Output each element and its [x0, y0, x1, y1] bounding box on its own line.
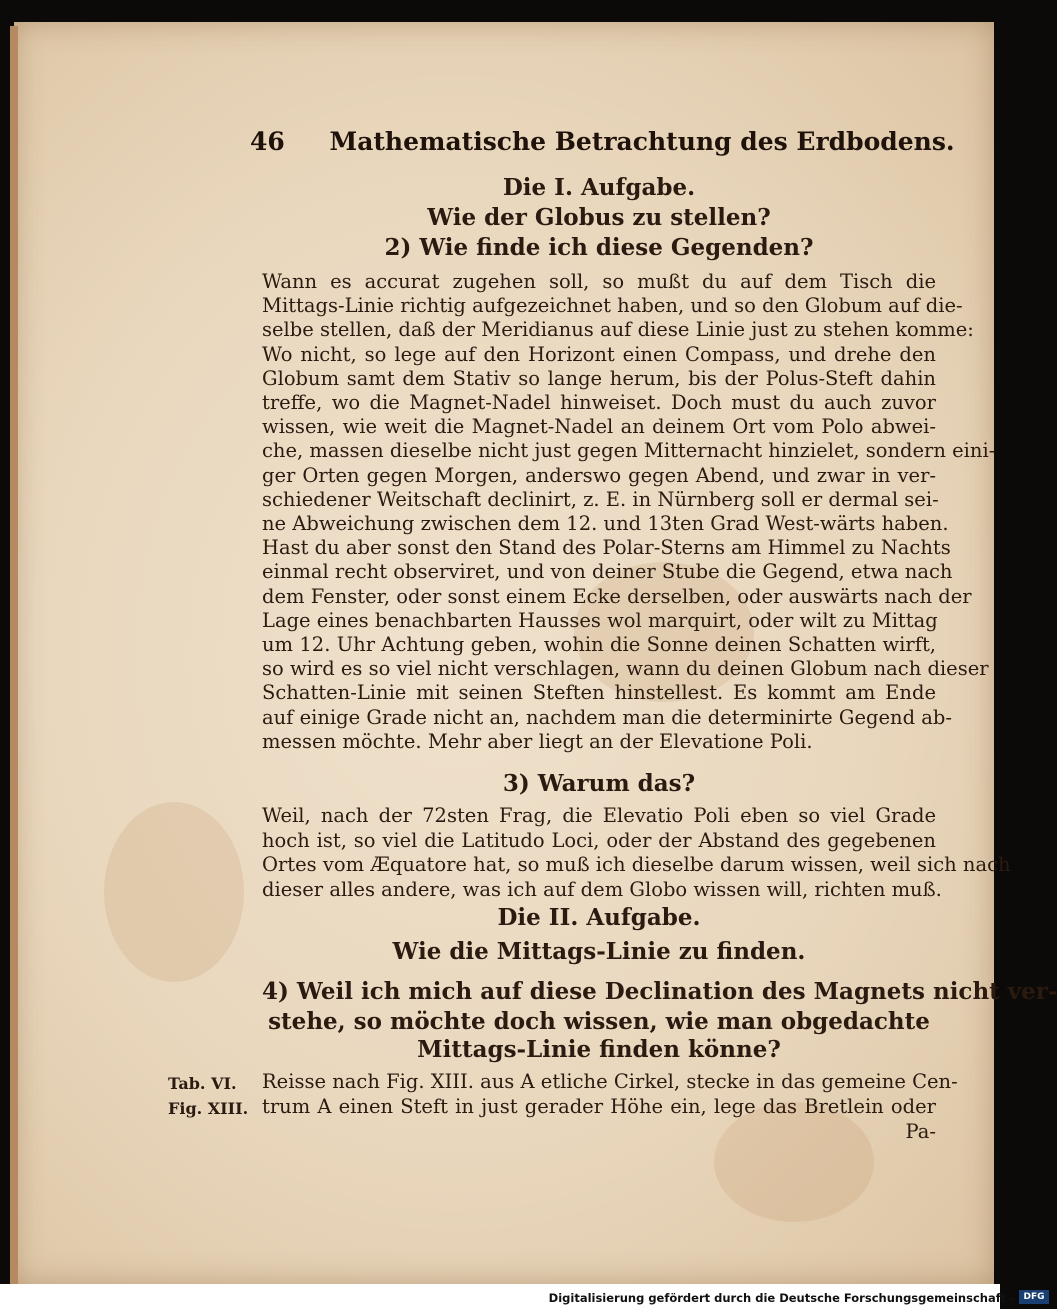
- text-line: Lage eines benachbarten Hausses wol marquirt, oder wilt zu Mittag: [262, 608, 938, 632]
- text-line: auf einige Grade nicht an, nachdem man die determinirte Gegend ab-: [262, 705, 952, 729]
- running-title: Mathematische Betrachtung des Erdbodens.: [329, 127, 955, 156]
- text-line: Weil, nach der 72sten Frag, die Elevatio Poli eben so viel Grade: [262, 804, 936, 827]
- section-heading: Die I. Aufgabe.: [502, 174, 696, 201]
- text-line: Mittags-Linie richtig aufgezeichnet haben, und so den Globum auf die-: [262, 294, 963, 318]
- text-line: selbe stellen, daß der Meridianus auf diese Linie just zu stehen komme:: [262, 318, 974, 342]
- text-line: hoch ist, so viel die Latitudo Loci, oder der Abstand des gegebenen: [262, 828, 936, 852]
- text-line: Schatten-Linie mit seinen Steften hinstellest. Es kommt am Ende: [262, 681, 936, 705]
- text-line: Ortes vom Æquatore hat, so muß ich dieselbe darum wissen, weil sich nach: [262, 853, 1011, 876]
- text-line: treffe, wo die Magnet-Nadel hinweiset. Doch must du auch zuvor: [262, 391, 936, 414]
- footer-credit: Digitalisierung gefördert durch die Deutsche Forschungsgemeinschaft -: [548, 1291, 1015, 1305]
- text-line: Hast du aber sonst den Stand des Polar-Sterns am Himmel zu Nachts: [262, 536, 951, 560]
- page-number: 46: [250, 127, 285, 156]
- margin-note: Tab. VI.: [168, 1074, 237, 1093]
- paper-stain: [104, 802, 244, 982]
- question-line: stehe, so möchte doch wissen, wie man obgedachte: [268, 1008, 930, 1035]
- question-line: Mittags-Linie finden könne?: [417, 1036, 781, 1063]
- margin-note: Fig. XIII.: [168, 1099, 249, 1118]
- running-head: [250, 127, 955, 156]
- text-line: wissen, wie weit die Magnet-Nadel an deinem Ort vom Polo abwei-: [262, 415, 936, 439]
- text-line: Reisse nach Fig. XIII. aus A etliche Cirkel, stecke in das gemeine Cen-: [262, 1070, 958, 1093]
- text-line: einmal recht observiret, und von deiner Stube die Gegend, etwa nach: [262, 560, 953, 584]
- section-heading: Die II. Aufgabe.: [497, 904, 701, 931]
- text-line: messen möchte. Mehr aber liegt an der Elevatione Poli.: [262, 729, 813, 753]
- text-line: dem Fenster, oder sonst einem Ecke derselben, oder auswärts nach der: [262, 584, 972, 608]
- question: 3) Warum das?: [502, 770, 696, 797]
- question-line: 4) Weil ich mich auf diese Declination des Magnets nicht ver-: [262, 978, 1057, 1005]
- question: 2) Wie finde ich diese Gegenden?: [384, 234, 814, 261]
- text-line: Wann es accurat zugehen soll, so mußt du auf dem Tisch die: [262, 270, 936, 293]
- text-line: ne Abweichung zwischen dem 12. und 13ten Grad West-wärts haben.: [262, 512, 949, 535]
- text-line: dieser alles andere, was ich auf dem Globo wissen will, richten muß.: [262, 877, 942, 901]
- text-line: schiedener Weitschaft declinirt, z. E. in Nürnberg soll er dermal sei-: [262, 487, 939, 511]
- text-line: Wo nicht, so lege auf den Horizont einen Compass, und drehe den: [262, 342, 936, 366]
- text-line: so wird es so viel nicht verschlagen, wann du deinen Globum nach dieser: [262, 657, 989, 681]
- section-subheading: Wie die Mittags-Linie zu finden.: [392, 938, 806, 965]
- section-subheading: Wie der Globus zu stellen?: [427, 204, 771, 231]
- text-line: Globum samt dem Stativ so lange herum, bis der Polus-Steft dahin: [262, 366, 936, 390]
- dfg-logo: DFG: [1019, 1290, 1049, 1304]
- text-line: ger Orten gegen Morgen, anderswo gegen Abend, und zwar in ver-: [262, 463, 936, 487]
- catchword: Pa-: [905, 1120, 936, 1143]
- text-line: um 12. Uhr Achtung geben, wohin die Sonne deinen Schatten wirft,: [262, 633, 936, 656]
- page-edge: [10, 26, 18, 1284]
- text-line: trum A einen Steft in just gerader Höhe ein, lege das Bretlein oder: [262, 1095, 936, 1118]
- text-line: che, massen dieselbe nicht just gegen Mitternacht hinzielet, sondern eini-: [262, 439, 996, 463]
